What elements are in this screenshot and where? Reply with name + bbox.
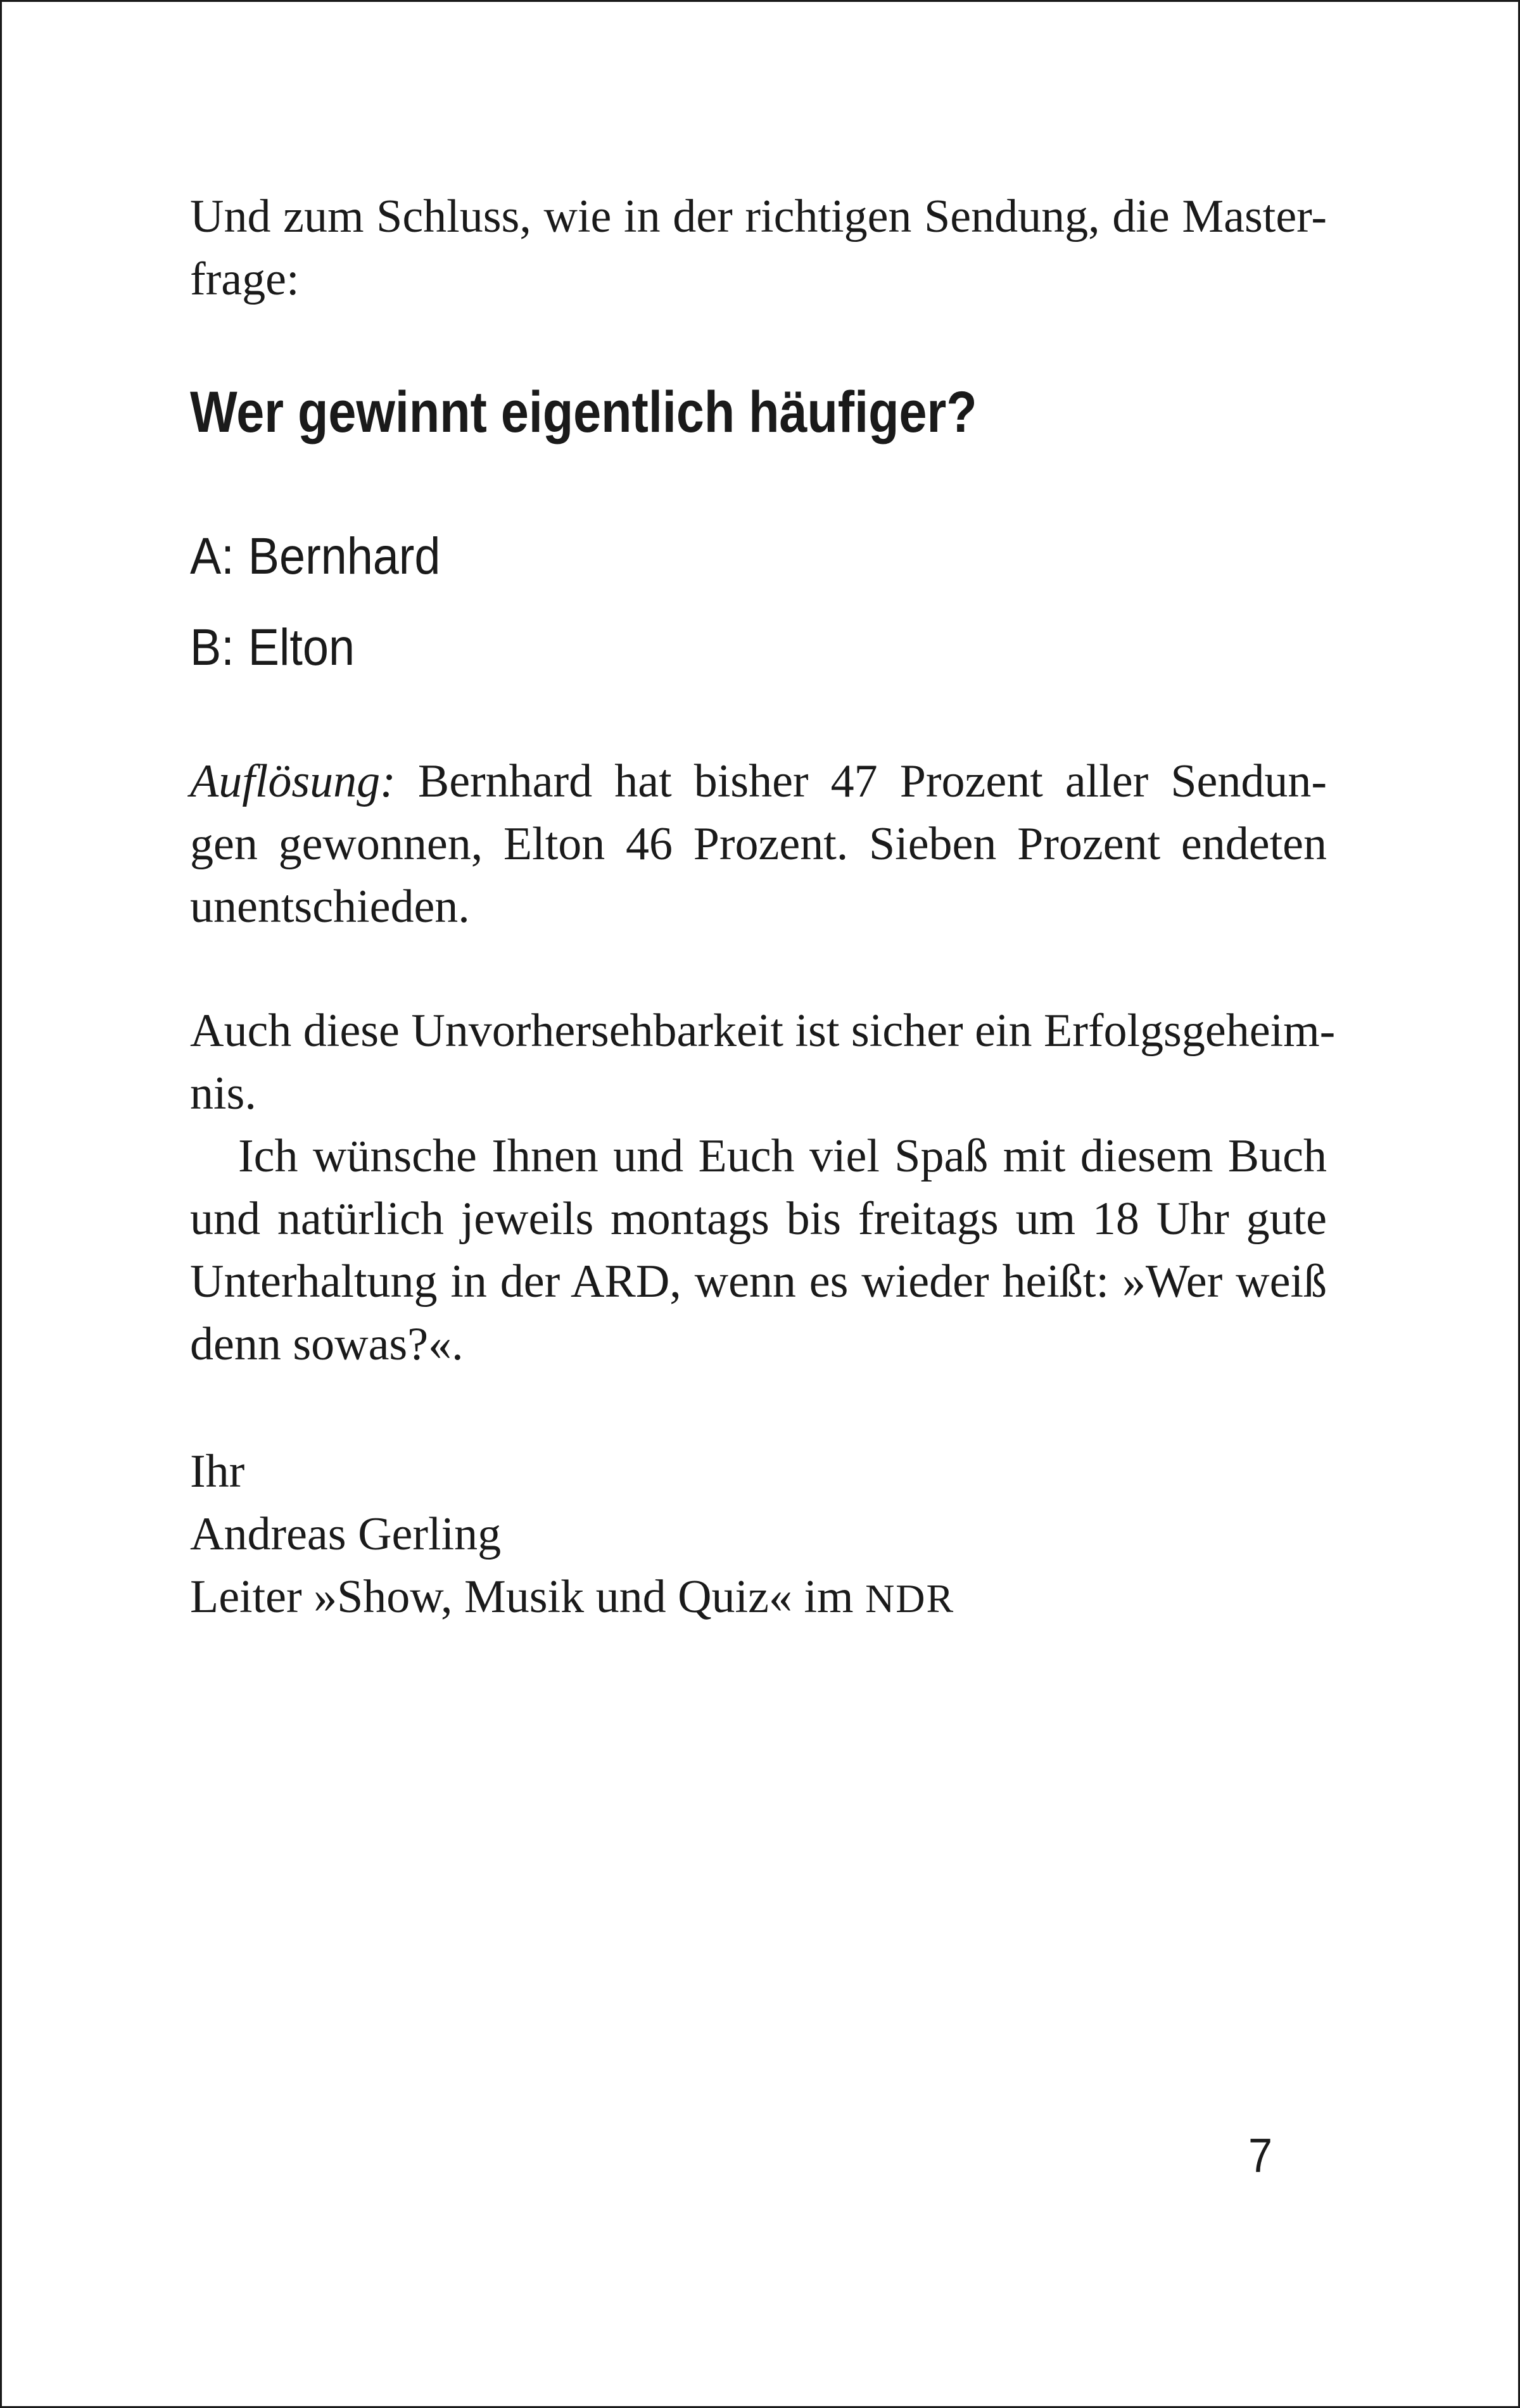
resolution-line-2: gen gewonnen, Elton 46 Prozent. Sieben Prozent endeten	[190, 818, 1327, 870]
closing-paragraph	[190, 1000, 1336, 1376]
closing-line-3: Ich wünsche Ihnen und Euch viel Spaß mit diesem Buch	[238, 1130, 1327, 1182]
answer-option-a	[190, 525, 440, 588]
resolution-label: Auflösung:	[190, 755, 396, 807]
option-a-letter: A:	[190, 527, 234, 585]
page-number: 7	[1248, 2129, 1273, 2183]
closing-line-6: denn sowas?«.	[190, 1318, 464, 1370]
resolution-line-3: unentschieden.	[190, 881, 470, 933]
answer-option-b	[190, 616, 355, 679]
closing-line-4: und natürlich jeweils montags bis freitags um 18 Uhr gute	[190, 1193, 1327, 1245]
option-b-letter: B:	[190, 619, 234, 676]
closing-line-2: nis.	[190, 1068, 256, 1119]
intro-line-2: frage:	[190, 253, 300, 305]
signature-organization: NDR	[865, 1576, 955, 1621]
resolution-paragraph	[190, 750, 1327, 938]
closing-line-1: Auch diese Unvorhersehbarkeit ist sicher ein Erfolgsgeheim-	[190, 1005, 1336, 1057]
signature-title-text: Leiter »Show, Musik und Quiz« im	[190, 1571, 866, 1623]
intro-line-1: Und zum Schluss, wie in der richtigen Sendung, die Master-	[190, 191, 1327, 243]
resolution-text-1: Bernhard hat bisher 47 Prozent aller Sendun-	[395, 755, 1327, 807]
question-heading: Wer gewinnt eigentlich häufiger?	[190, 380, 977, 444]
option-b-name: Elton	[248, 619, 355, 676]
intro-paragraph	[190, 186, 1327, 311]
closing-line-5: Unterhaltung in der ARD, wenn es wieder heißt: »Wer weiß	[190, 1256, 1327, 1308]
resolution-line-1	[190, 750, 1327, 813]
signature-block	[190, 1440, 1327, 1630]
signature-title	[190, 1566, 1327, 1630]
option-a-name: Bernhard	[248, 527, 441, 585]
signature-salutation: Ihr	[190, 1446, 245, 1497]
signature-name: Andreas Gerling	[190, 1508, 502, 1560]
